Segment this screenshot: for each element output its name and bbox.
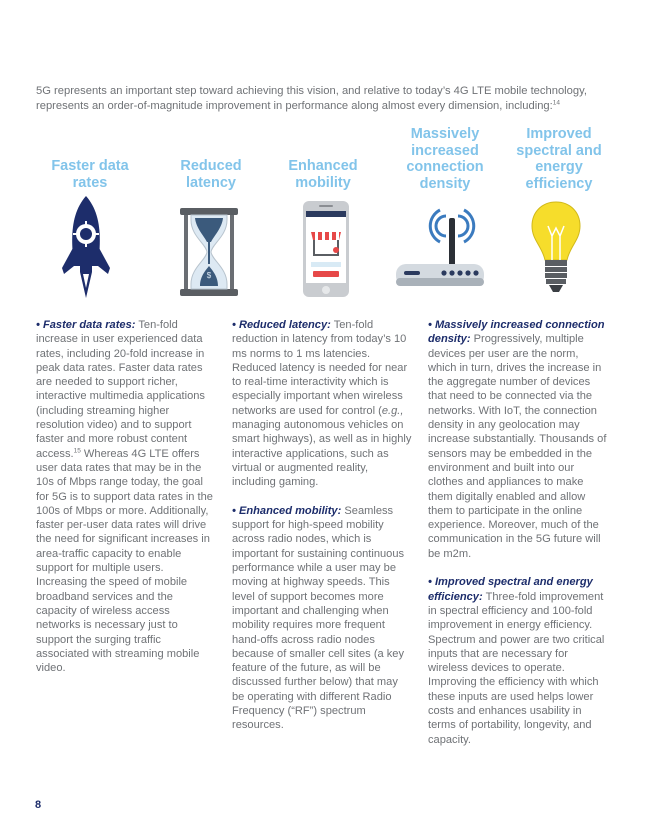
paragraph-enhanced-mobility bbox=[232, 504, 412, 733]
smartphone-shop-icon bbox=[302, 200, 350, 298]
body-text: managing autonomous vehicles on smart highways), as well as in highly interactive applications, such as virtual or augmented reality, including gaming. bbox=[232, 419, 412, 489]
wifi-router-icon bbox=[394, 198, 486, 292]
body-text: Seamless support for high-speed mobility across radio nodes, which is important for sustaining continuous performance while a user may be moving at highway speeds. This level of support becomes more important and challenging when mobility requires more frequent hand-offs across radio nodes because of smaller cell sites (a key feature of the future, as will be discussed further below) that may be operating with different Radio Frequency (“RF”) spectrum resources. bbox=[232, 504, 405, 732]
body-text: Ten-fold increase in user experienced data rates, including 20-fold increase in peak data rates. Faster data rates are needed to support richer, interactive multimedia applications (including streaming higher resolution video) and to support faster and more robust content access. bbox=[36, 319, 205, 460]
lead-enhanced-mobility: • Enhanced mobility: bbox=[232, 504, 342, 517]
lead-faster-data-rates: • Faster data rates: bbox=[36, 319, 136, 331]
eg-text: e.g., bbox=[381, 404, 404, 417]
paragraph-spectral-efficiency bbox=[428, 575, 608, 747]
column-middle bbox=[232, 318, 412, 747]
body-text: Three-fold improvement in spectral efficiency and 100-fold improvement in energy efficiency. Spectrum and power are two critical inputs that are necessary for wireless devices to operate. Improving the efficiency with which these inputs are used helps lower costs and enhances usability in terms of portability, longevity, and capacity. bbox=[428, 590, 605, 746]
paragraph-reduced-latency bbox=[232, 318, 412, 490]
body-text: Ten-fold reduction in latency from today’s 10 ms norms to 1 ms latencies. Reduced latency is needed for near to real-time interactivity which is especially important when wireless networks are used for control ( bbox=[232, 319, 408, 417]
body-text: Whereas 4G LTE offers user data rates that may be in the 10s of Mbps range today, the goal for 5G is to support data rates in the 100s of Mbps or more. Additionally, faster per-user data rates will drive the need for significant increases in area-traffic capacity to enable support for multiple users. Increasing the speed of mobile broadband services and the capacity of wireless access networks is necessary just to support the surging traffic associated with streaming mobile video. bbox=[36, 447, 213, 675]
lead-reduced-latency: • Reduced latency: bbox=[232, 319, 331, 331]
lead-connection-density: • Massively increased connection density: bbox=[428, 319, 605, 346]
page-number: 8 bbox=[35, 799, 42, 811]
intro-text: 5G represents an important step toward achieving this vision, and relative to today’s 4G LTE mobile technology, represents an order-of-magnitude improvement in performance along almost every dimension, including: bbox=[36, 85, 587, 112]
rocket-icon bbox=[58, 194, 114, 300]
heading-enhanced-mobility: Enhanced mobility bbox=[288, 158, 358, 191]
column-left bbox=[36, 318, 216, 690]
body-text: Progressively, multiple devices per user are the norm, which in turn, drives the increase in the aggregate number of devices that need to be connected via the networks. With IoT, the connection density in any geolocation may increase substantially. Thousands of sensors may be embedded in the environment and built into our clothes and appliances to make them digitally enabled and allow them to participate in the online experience. Moreover, much of the communication in the 5G future will be m2m. bbox=[428, 333, 607, 560]
svg-text:$: $ bbox=[206, 271, 212, 280]
footnote-ref: 14 bbox=[552, 98, 560, 106]
heading-spectral-efficiency: Improved spectral and energy efficiency bbox=[516, 126, 602, 192]
lightbulb-icon bbox=[530, 200, 582, 298]
heading-reduced-latency: Reduced latency bbox=[180, 158, 242, 191]
column-right bbox=[428, 318, 608, 761]
intro-paragraph bbox=[36, 84, 616, 113]
heading-faster-data-rates: Faster data rates bbox=[51, 158, 129, 191]
hourglass-icon bbox=[178, 206, 240, 298]
paragraph-connection-density bbox=[428, 318, 608, 561]
heading-connection-density: Massively increased connection density bbox=[406, 126, 484, 192]
footnote-ref: 15 bbox=[73, 446, 81, 454]
paragraph-faster-data-rates bbox=[36, 318, 216, 675]
lead-spectral-efficiency: • Improved spectral and energy efficiency: bbox=[428, 576, 593, 603]
